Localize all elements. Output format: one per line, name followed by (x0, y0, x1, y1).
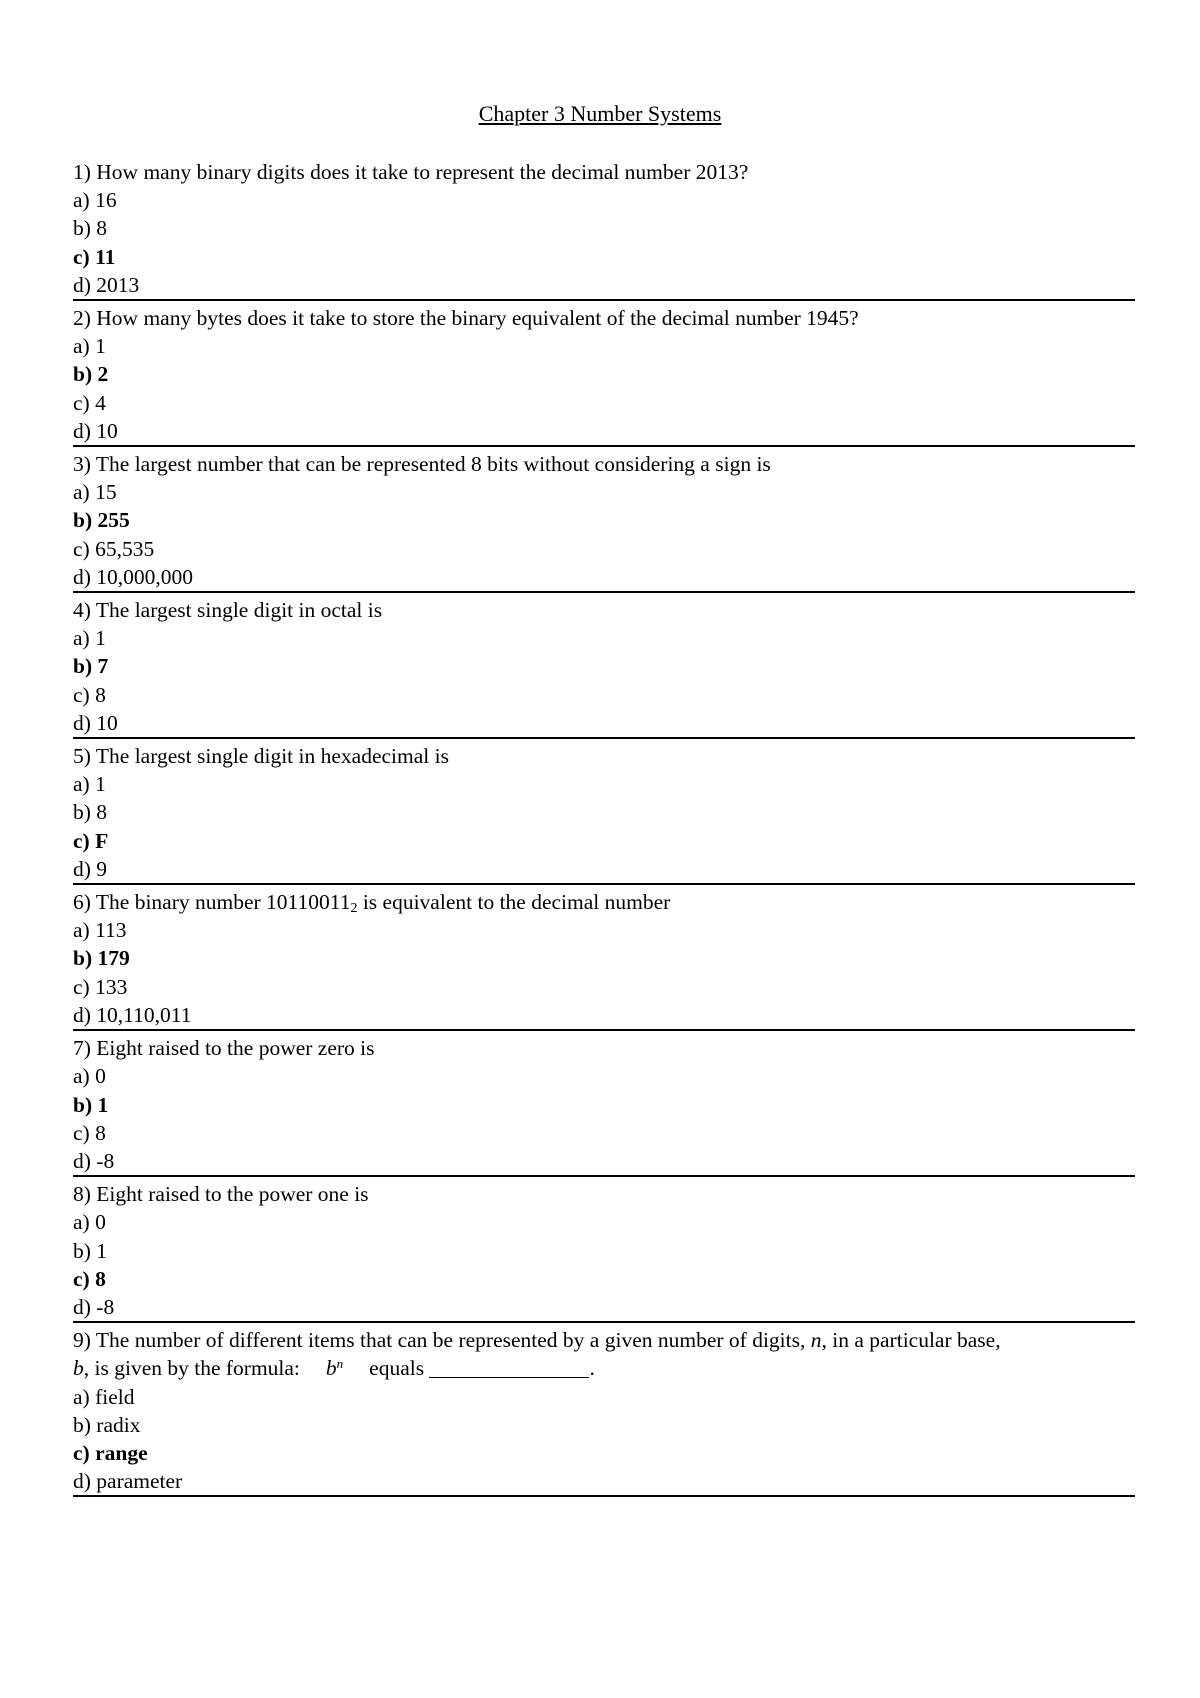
question-3 (73, 450, 1135, 593)
answer-option-c-correct: c) F (73, 828, 109, 853)
answer-option-d: d) 2013 (73, 272, 140, 297)
question-text: 3) The largest number that can be represented 8 bits without considering a sign is (73, 452, 771, 477)
answer-option-d: d) parameter (73, 1469, 183, 1494)
answer-option-b: b) 8 (73, 216, 108, 241)
answer-option-c: c) 8 (73, 1120, 106, 1145)
answer-option-a: a) 0 (73, 1064, 106, 1089)
answer-option-b: b) radix (73, 1412, 141, 1437)
answer-option-a: a) 113 (73, 918, 127, 943)
answer-option-c: c) 133 (73, 974, 128, 999)
answer-option-a: a) 16 (73, 188, 117, 213)
answer-option-a: a) 0 (73, 1210, 106, 1235)
question-8 (73, 1180, 1135, 1323)
base-subscript: 2 (350, 901, 358, 917)
answer-blank (429, 1357, 589, 1378)
question-1 (73, 158, 1135, 301)
question-text (73, 888, 1135, 916)
question-text-line-2: b, is given by the formula: $b^n$ equals . (73, 1356, 595, 1381)
answer-option-b: b) 8 (73, 800, 108, 825)
variable-b: b (73, 1356, 84, 1381)
question-9 (73, 1326, 1135, 1497)
question-text: 4) The largest single digit in octal is (73, 598, 383, 623)
question-text-start: 6) The binary number 10110011 (73, 890, 351, 915)
answer-option-b: b) 1 (73, 1238, 108, 1263)
answer-option-a: a) field (73, 1384, 135, 1409)
formula-exponent: n (336, 1356, 344, 1372)
answer-option-d: d) 10 (73, 710, 118, 735)
question-text-end: is equivalent to the decimal number (357, 890, 671, 915)
question-text: 1) How many binary digits does it take to represent the decimal number 2013? (73, 160, 749, 184)
answer-option-d: d) 9 (73, 856, 108, 881)
page-title: Chapter 3 Number Systems (478, 101, 722, 126)
answer-option-d: d) 10,110,011 (73, 1002, 192, 1027)
answer-option-b-correct: b) 2 (73, 362, 109, 387)
answer-option-d: d) -8 (73, 1148, 115, 1173)
answer-option-b-correct: b) 255 (73, 508, 130, 533)
answer-option-d: d) -8 (73, 1294, 115, 1319)
answer-option-d: d) 10 (73, 418, 118, 443)
formula-base: b (325, 1356, 337, 1381)
answer-option-a: a) 1 (73, 772, 106, 797)
answer-option-a: a) 15 (73, 480, 117, 505)
question-list (73, 158, 1135, 1500)
question-text: 5) The largest single digit in hexadecimal is (73, 744, 449, 769)
answer-option-c: c) 4 (73, 390, 106, 415)
question-text-line-1: 9) The number of different items that can be represented by a given number of digits, n, in a particular base, (73, 1328, 1001, 1353)
question-4 (73, 596, 1135, 739)
answer-option-c: c) 65,535 (73, 536, 155, 561)
answer-option-c: c) 8 (73, 682, 106, 707)
variable-n: n (810, 1328, 822, 1353)
answer-option-a: a) 1 (73, 334, 106, 359)
question-text: 8) Eight raised to the power one is (73, 1182, 369, 1207)
answer-option-b-correct: b) 1 (73, 1092, 109, 1117)
question-2 (73, 304, 1135, 447)
question-text: 2) How many bytes does it take to store the binary equivalent of the decimal number 1945? (73, 306, 859, 331)
answer-option-b-correct: b) 179 (73, 946, 130, 971)
answer-option-c-correct: c) 11 (73, 244, 116, 269)
formula-equals: equals (369, 1356, 425, 1381)
answer-option-d: d) 10,000,000 (73, 564, 194, 589)
answer-option-a: a) 1 (73, 626, 106, 651)
question-6 (73, 888, 1135, 1031)
answer-option-b-correct: b) 7 (73, 654, 109, 679)
answer-option-c-correct: c) 8 (73, 1266, 106, 1291)
question-7 (73, 1034, 1135, 1177)
question-text: 7) Eight raised to the power zero is (73, 1036, 375, 1061)
answer-option-c-correct: c) range (73, 1440, 148, 1465)
question-5 (73, 742, 1135, 885)
